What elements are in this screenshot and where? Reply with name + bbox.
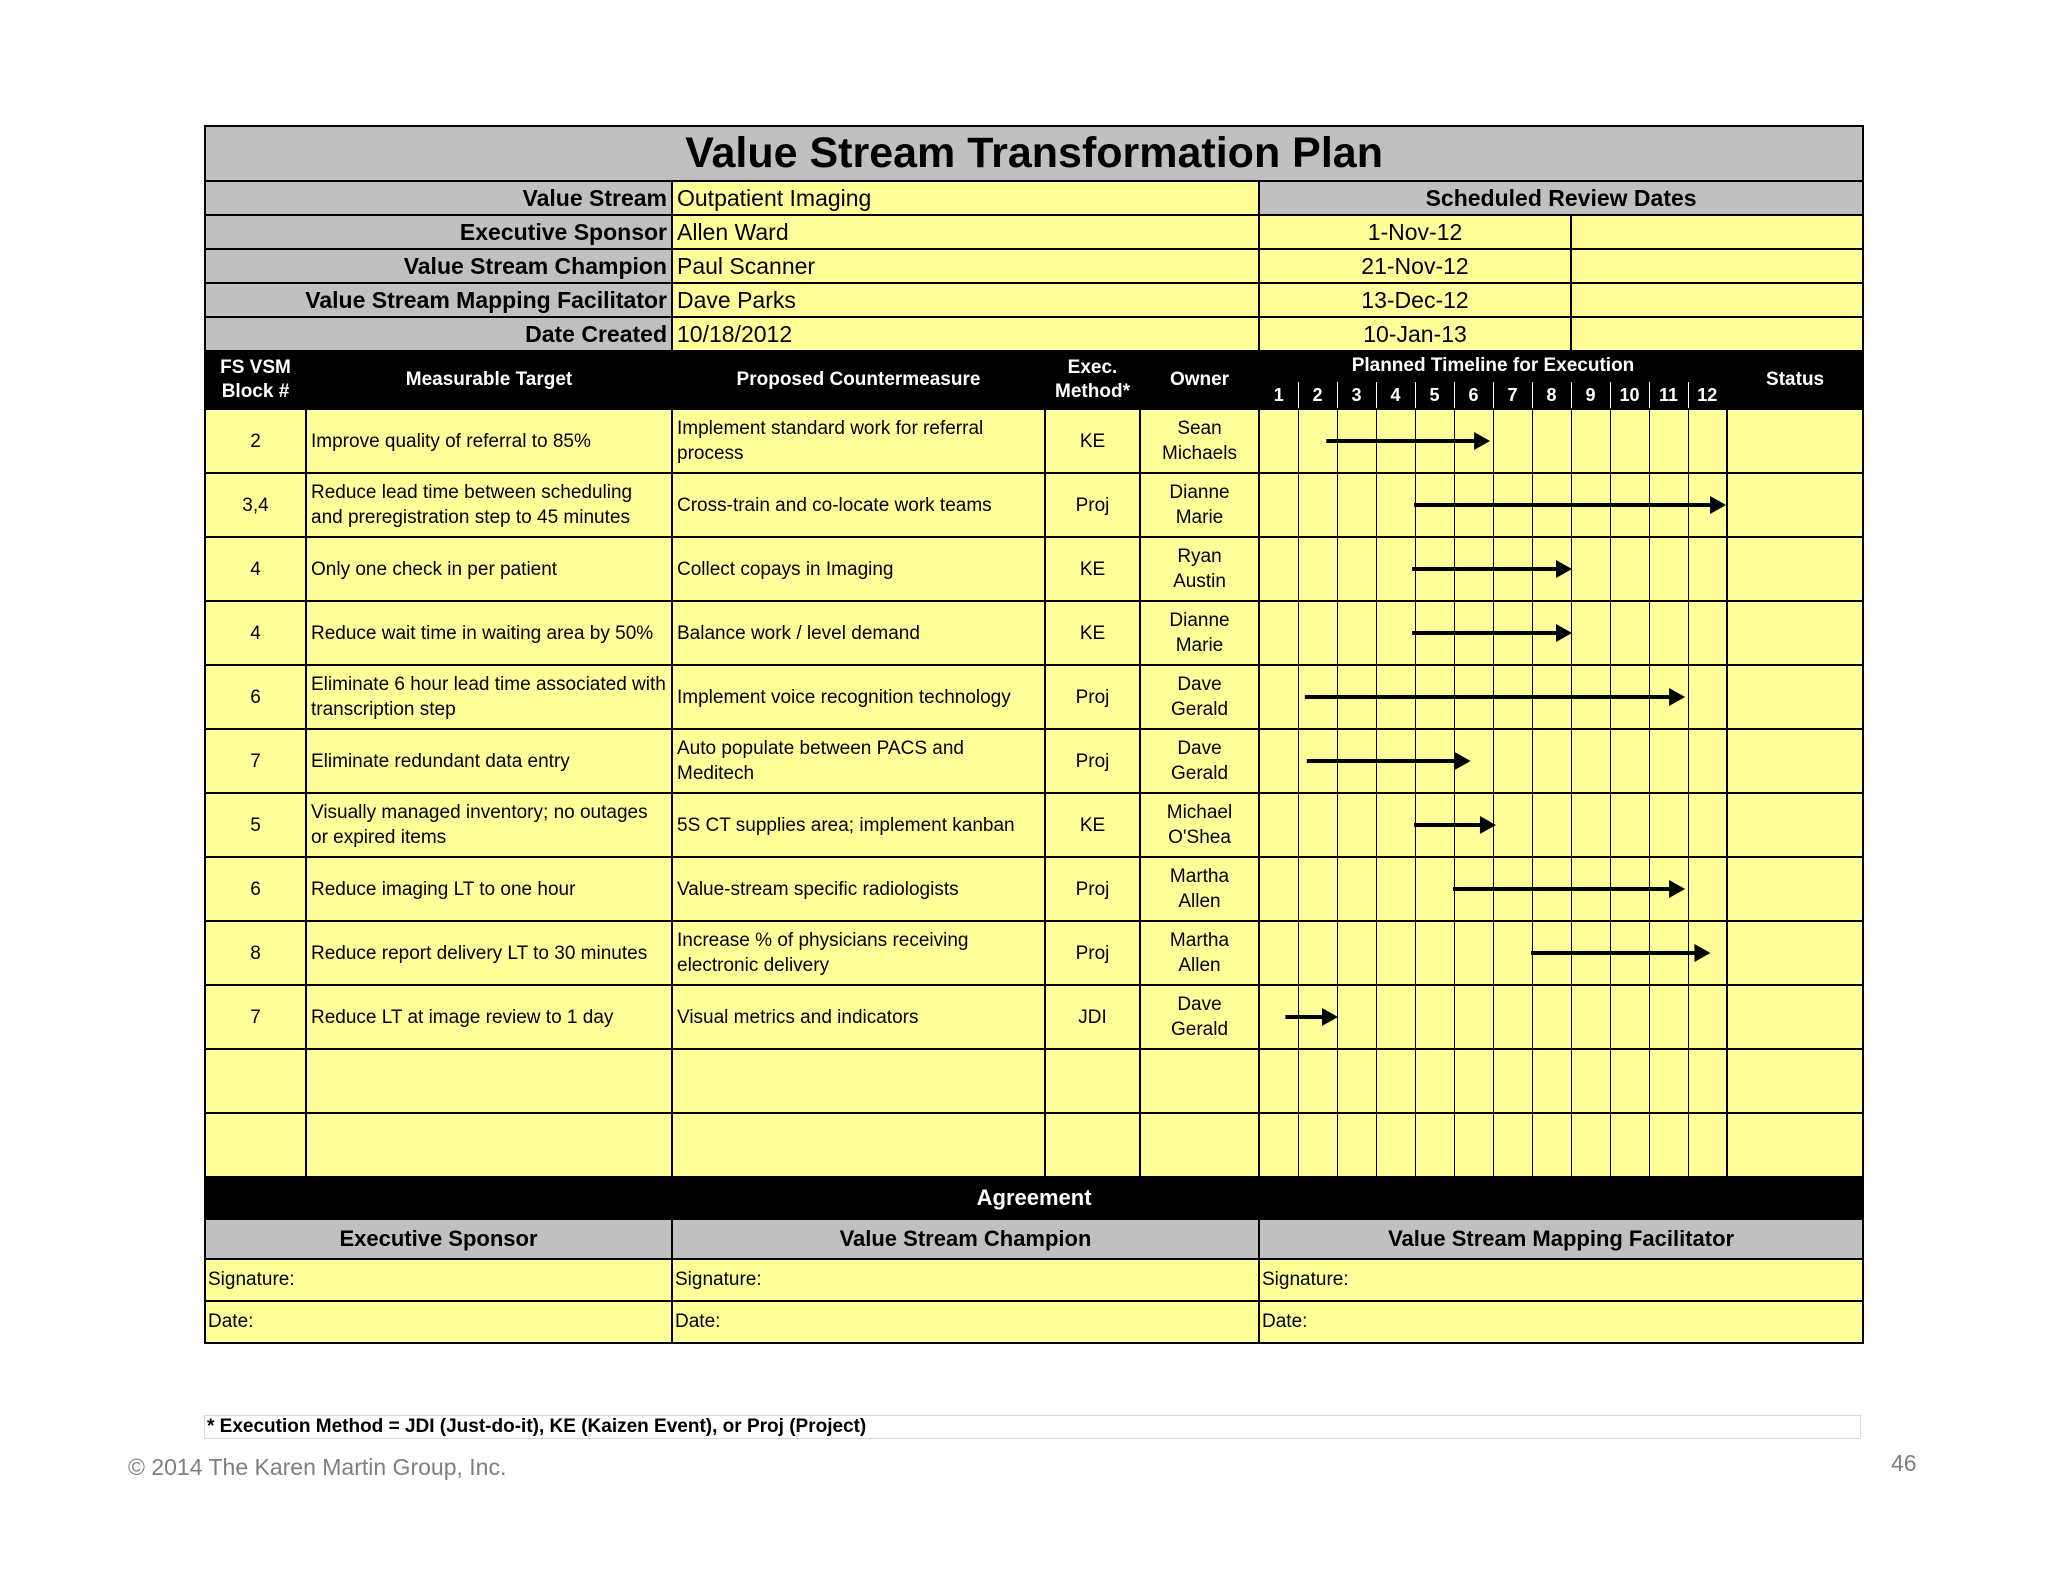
info-value[interactable]: Allen Ward xyxy=(672,215,1259,249)
owner-cell[interactable] xyxy=(1140,1113,1259,1177)
countermeasure-cell[interactable]: Collect copays in Imaging xyxy=(672,537,1045,601)
status-cell[interactable] xyxy=(1727,1113,1863,1177)
timeline-arrow xyxy=(1260,986,1728,1048)
date-row xyxy=(205,1301,1863,1343)
method-cell[interactable]: Proj xyxy=(1045,729,1140,793)
review-date[interactable]: 21-Nov-12 xyxy=(1259,249,1571,283)
timeline-cell[interactable] xyxy=(1259,985,1298,1049)
info-value[interactable]: Paul Scanner xyxy=(672,249,1259,283)
countermeasure-cell[interactable]: Balance work / level demand xyxy=(672,601,1045,665)
timeline-cell[interactable] xyxy=(1415,1049,1454,1113)
timeline-cell[interactable] xyxy=(1259,1113,1298,1177)
target-cell[interactable] xyxy=(306,1113,672,1177)
review-date[interactable]: 1-Nov-12 xyxy=(1259,215,1571,249)
timeline-cell[interactable] xyxy=(1259,473,1298,537)
review-date[interactable]: 13-Dec-12 xyxy=(1259,283,1571,317)
owner-cell[interactable]: Dave Gerald xyxy=(1140,665,1259,729)
block-cell[interactable] xyxy=(205,1049,306,1113)
status-cell[interactable] xyxy=(1727,793,1863,857)
table-row xyxy=(205,473,1863,537)
agreement-columns-row xyxy=(205,1219,1863,1259)
timeline-cell[interactable] xyxy=(1259,537,1298,601)
timeline-cell[interactable] xyxy=(1493,1049,1532,1113)
block-cell[interactable]: 6 xyxy=(205,857,306,921)
timeline-cell[interactable] xyxy=(1532,1113,1571,1177)
period-header: 10 xyxy=(1610,381,1649,409)
info-label: Executive Sponsor xyxy=(205,215,672,249)
timeline-arrow-head xyxy=(1694,944,1710,962)
target-cell[interactable]: Reduce report delivery LT to 30 minutes xyxy=(306,921,672,985)
method-cell[interactable]: KE xyxy=(1045,601,1140,665)
status-cell[interactable] xyxy=(1727,985,1863,1049)
period-header: 5 xyxy=(1415,381,1454,409)
champion-signature-field[interactable]: Signature: xyxy=(672,1259,1259,1301)
target-cell[interactable]: Reduce imaging LT to one hour xyxy=(306,857,672,921)
timeline-cell[interactable] xyxy=(1259,409,1298,473)
owner-cell[interactable]: Dave Gerald xyxy=(1140,729,1259,793)
timeline-cell[interactable] xyxy=(1649,1113,1688,1177)
period-header: 8 xyxy=(1532,381,1571,409)
info-label: Value Stream Champion xyxy=(205,249,672,283)
table-row xyxy=(205,1049,1863,1113)
review-date-blank[interactable] xyxy=(1571,283,1863,317)
target-cell[interactable]: Eliminate 6 hour lead time associated with transcription step xyxy=(306,665,672,729)
countermeasure-cell[interactable]: Implement voice recognition technology xyxy=(672,665,1045,729)
table-row xyxy=(205,729,1863,793)
col-header-block: FS VSM Block # xyxy=(205,351,306,409)
col-header-owner: Owner xyxy=(1140,351,1259,409)
facilitator-date-field[interactable]: Date: xyxy=(1259,1301,1863,1343)
timeline-arrow-head xyxy=(1474,432,1490,450)
timeline-arrow xyxy=(1260,666,1728,728)
period-header: 9 xyxy=(1571,381,1610,409)
block-cell[interactable]: 2 xyxy=(205,409,306,473)
countermeasure-cell[interactable]: Cross-train and co-locate work teams xyxy=(672,473,1045,537)
timeline-arrow-head xyxy=(1480,816,1496,834)
period-header: 11 xyxy=(1649,381,1688,409)
timeline-cell[interactable] xyxy=(1610,1113,1649,1177)
block-cell[interactable]: 3,4 xyxy=(205,473,306,537)
sponsor-date-field[interactable]: Date: xyxy=(205,1301,672,1343)
status-cell[interactable] xyxy=(1727,729,1863,793)
timeline-arrow-head xyxy=(1556,560,1572,578)
owner-cell[interactable]: Dave Gerald xyxy=(1140,985,1259,1049)
block-cell[interactable]: 7 xyxy=(205,985,306,1049)
info-value[interactable]: 10/18/2012 xyxy=(672,317,1259,351)
timeline-cell[interactable] xyxy=(1415,1113,1454,1177)
countermeasure-cell[interactable]: Value-stream specific radiologists xyxy=(672,857,1045,921)
method-cell[interactable]: KE xyxy=(1045,793,1140,857)
info-label: Date Created xyxy=(205,317,672,351)
timeline-cell[interactable] xyxy=(1688,1049,1727,1113)
agreement-col-champion: Value Stream Champion xyxy=(672,1219,1259,1259)
target-cell[interactable] xyxy=(306,1049,672,1113)
timeline-arrow-head xyxy=(1710,496,1726,514)
review-date-blank[interactable] xyxy=(1571,317,1863,351)
agreement-header: Agreement xyxy=(205,1177,1863,1219)
target-cell[interactable]: Visually managed inventory; no outages or expired items xyxy=(306,793,672,857)
agreement-col-sponsor: Executive Sponsor xyxy=(205,1219,672,1259)
timeline-cell[interactable] xyxy=(1532,1049,1571,1113)
countermeasure-cell[interactable]: 5S CT supplies area; implement kanban xyxy=(672,793,1045,857)
signature-row xyxy=(205,1259,1863,1301)
target-cell[interactable]: Improve quality of referral to 85% xyxy=(306,409,672,473)
table-row xyxy=(205,985,1863,1049)
col-header-timeline: Planned Timeline for Execution xyxy=(1259,351,1727,381)
status-cell[interactable] xyxy=(1727,473,1863,537)
method-cell[interactable]: JDI xyxy=(1045,985,1140,1049)
period-header: 6 xyxy=(1454,381,1493,409)
timeline-cell[interactable] xyxy=(1259,601,1298,665)
timeline-cell[interactable] xyxy=(1454,1113,1493,1177)
timeline-cell[interactable] xyxy=(1337,1049,1376,1113)
owner-cell[interactable]: Martha Allen xyxy=(1140,921,1259,985)
col-header-countermeasure: Proposed Countermeasure xyxy=(672,351,1045,409)
block-cell[interactable]: 4 xyxy=(205,537,306,601)
review-date-blank[interactable] xyxy=(1571,249,1863,283)
agreement-col-facilitator: Value Stream Mapping Facilitator xyxy=(1259,1219,1863,1259)
owner-cell[interactable]: Martha Allen xyxy=(1140,857,1259,921)
col-header-target: Measurable Target xyxy=(306,351,672,409)
page-title: Value Stream Transformation Plan xyxy=(205,126,1863,181)
timeline-cell[interactable] xyxy=(1649,1049,1688,1113)
timeline-cell[interactable] xyxy=(1688,1113,1727,1177)
target-cell[interactable]: Eliminate redundant data entry xyxy=(306,729,672,793)
table-row xyxy=(205,537,1863,601)
period-header: 12 xyxy=(1688,381,1727,409)
method-cell[interactable]: Proj xyxy=(1045,857,1140,921)
owner-cell[interactable] xyxy=(1140,1049,1259,1113)
table-row xyxy=(205,665,1863,729)
block-cell[interactable]: 5 xyxy=(205,793,306,857)
timeline-cell[interactable] xyxy=(1376,1113,1415,1177)
status-cell[interactable] xyxy=(1727,409,1863,473)
status-cell[interactable] xyxy=(1727,665,1863,729)
review-date-blank[interactable] xyxy=(1571,215,1863,249)
copyright: © 2014 The Karen Martin Group, Inc. xyxy=(128,1454,507,1480)
timeline-cell[interactable] xyxy=(1259,793,1298,857)
timeline-cell[interactable] xyxy=(1571,1113,1610,1177)
period-header: 2 xyxy=(1298,381,1337,409)
info-row xyxy=(205,249,1863,283)
target-cell[interactable]: Reduce wait time in waiting area by 50% xyxy=(306,601,672,665)
timeline-cell[interactable] xyxy=(1337,1113,1376,1177)
plan-table xyxy=(204,125,1864,1344)
timeline-arrow xyxy=(1260,922,1728,984)
countermeasure-cell[interactable] xyxy=(672,1113,1045,1177)
page-number: 46 xyxy=(1891,1450,1917,1476)
status-cell[interactable] xyxy=(1727,1049,1863,1113)
col-header-status: Status xyxy=(1727,351,1863,409)
timeline-arrow-head xyxy=(1669,688,1685,706)
table-row xyxy=(205,921,1863,985)
timeline-arrow-head xyxy=(1556,624,1572,642)
method-cell[interactable]: KE xyxy=(1045,537,1140,601)
method-cell[interactable]: Proj xyxy=(1045,665,1140,729)
timeline-arrow-head xyxy=(1669,880,1685,898)
period-header: 7 xyxy=(1493,381,1532,409)
info-label: Value Stream xyxy=(205,181,672,215)
timeline-cell[interactable] xyxy=(1376,1049,1415,1113)
info-row xyxy=(205,181,1863,215)
method-cell[interactable] xyxy=(1045,1113,1140,1177)
status-cell[interactable] xyxy=(1727,921,1863,985)
column-header-row xyxy=(205,351,1863,381)
owner-cell[interactable]: Michael O'Shea xyxy=(1140,793,1259,857)
timeline-arrow xyxy=(1260,410,1728,472)
footnote: * Execution Method = JDI (Just-do-it), KE (Kaizen Event), or Proj (Project) xyxy=(204,1415,1861,1439)
timeline-arrow xyxy=(1260,730,1728,792)
info-value[interactable]: Outpatient Imaging xyxy=(672,181,1259,215)
table-row xyxy=(205,857,1863,921)
champion-date-field[interactable]: Date: xyxy=(672,1301,1259,1343)
timeline-arrow xyxy=(1260,474,1728,536)
period-header: 3 xyxy=(1337,381,1376,409)
plan-rows xyxy=(205,409,1863,1177)
table-row xyxy=(205,409,1863,473)
target-cell[interactable]: Reduce lead time between scheduling and preregistration step to 45 minutes xyxy=(306,473,672,537)
owner-cell[interactable]: Dianne Marie xyxy=(1140,601,1259,665)
table-row xyxy=(205,793,1863,857)
block-cell[interactable]: 6 xyxy=(205,665,306,729)
target-cell[interactable]: Reduce LT at image review to 1 day xyxy=(306,985,672,1049)
countermeasure-cell[interactable]: Increase % of physicians receiving electronic delivery xyxy=(672,921,1045,985)
status-cell[interactable] xyxy=(1727,601,1863,665)
sponsor-signature-field[interactable]: Signature: xyxy=(205,1259,672,1301)
timeline-arrow xyxy=(1260,602,1728,664)
table-row xyxy=(205,601,1863,665)
method-cell[interactable]: Proj xyxy=(1045,473,1140,537)
owner-cell[interactable]: Sean Michaels xyxy=(1140,409,1259,473)
block-cell[interactable]: 8 xyxy=(205,921,306,985)
owner-cell[interactable]: Dianne Marie xyxy=(1140,473,1259,537)
table-row xyxy=(205,1113,1863,1177)
period-header: 1 xyxy=(1259,381,1298,409)
info-label: Value Stream Mapping Facilitator xyxy=(205,283,672,317)
timeline-cell[interactable] xyxy=(1259,1049,1298,1113)
countermeasure-cell[interactable]: Visual metrics and indicators xyxy=(672,985,1045,1049)
transformation-plan-sheet xyxy=(204,125,1861,1344)
info-row xyxy=(205,283,1863,317)
block-cell[interactable]: 4 xyxy=(205,601,306,665)
target-cell[interactable]: Only one check in per patient xyxy=(306,537,672,601)
timeline-cell[interactable] xyxy=(1298,1049,1337,1113)
timeline-cell[interactable] xyxy=(1571,1049,1610,1113)
timeline-cell[interactable] xyxy=(1259,665,1298,729)
info-value[interactable]: Dave Parks xyxy=(672,283,1259,317)
method-cell[interactable] xyxy=(1045,1049,1140,1113)
timeline-arrow xyxy=(1260,538,1728,600)
timeline-cell[interactable] xyxy=(1259,921,1298,985)
status-cell[interactable] xyxy=(1727,857,1863,921)
countermeasure-cell[interactable]: Auto populate between PACS and Meditech xyxy=(672,729,1045,793)
info-row xyxy=(205,215,1863,249)
review-date[interactable]: 10-Jan-13 xyxy=(1259,317,1571,351)
info-row xyxy=(205,317,1863,351)
timeline-cell[interactable] xyxy=(1454,1049,1493,1113)
review-dates-header: Scheduled Review Dates xyxy=(1259,181,1863,215)
method-cell[interactable]: Proj xyxy=(1045,921,1140,985)
block-cell[interactable]: 7 xyxy=(205,729,306,793)
timeline-arrow xyxy=(1260,794,1728,856)
timeline-cell[interactable] xyxy=(1259,857,1298,921)
block-cell[interactable] xyxy=(205,1113,306,1177)
facilitator-signature-field[interactable]: Signature: xyxy=(1259,1259,1863,1301)
countermeasure-cell[interactable]: Implement standard work for referral process xyxy=(672,409,1045,473)
status-cell[interactable] xyxy=(1727,537,1863,601)
timeline-arrow-head xyxy=(1455,752,1471,770)
period-header: 4 xyxy=(1376,381,1415,409)
owner-cell[interactable]: Ryan Austin xyxy=(1140,537,1259,601)
timeline-cell[interactable] xyxy=(1493,1113,1532,1177)
timeline-cell[interactable] xyxy=(1298,1113,1337,1177)
countermeasure-cell[interactable] xyxy=(672,1049,1045,1113)
col-header-method: Exec. Method* xyxy=(1045,351,1140,409)
timeline-arrow xyxy=(1260,858,1728,920)
timeline-cell[interactable] xyxy=(1610,1049,1649,1113)
method-cell[interactable]: KE xyxy=(1045,409,1140,473)
timeline-arrow-head xyxy=(1322,1008,1338,1026)
timeline-cell[interactable] xyxy=(1259,729,1298,793)
